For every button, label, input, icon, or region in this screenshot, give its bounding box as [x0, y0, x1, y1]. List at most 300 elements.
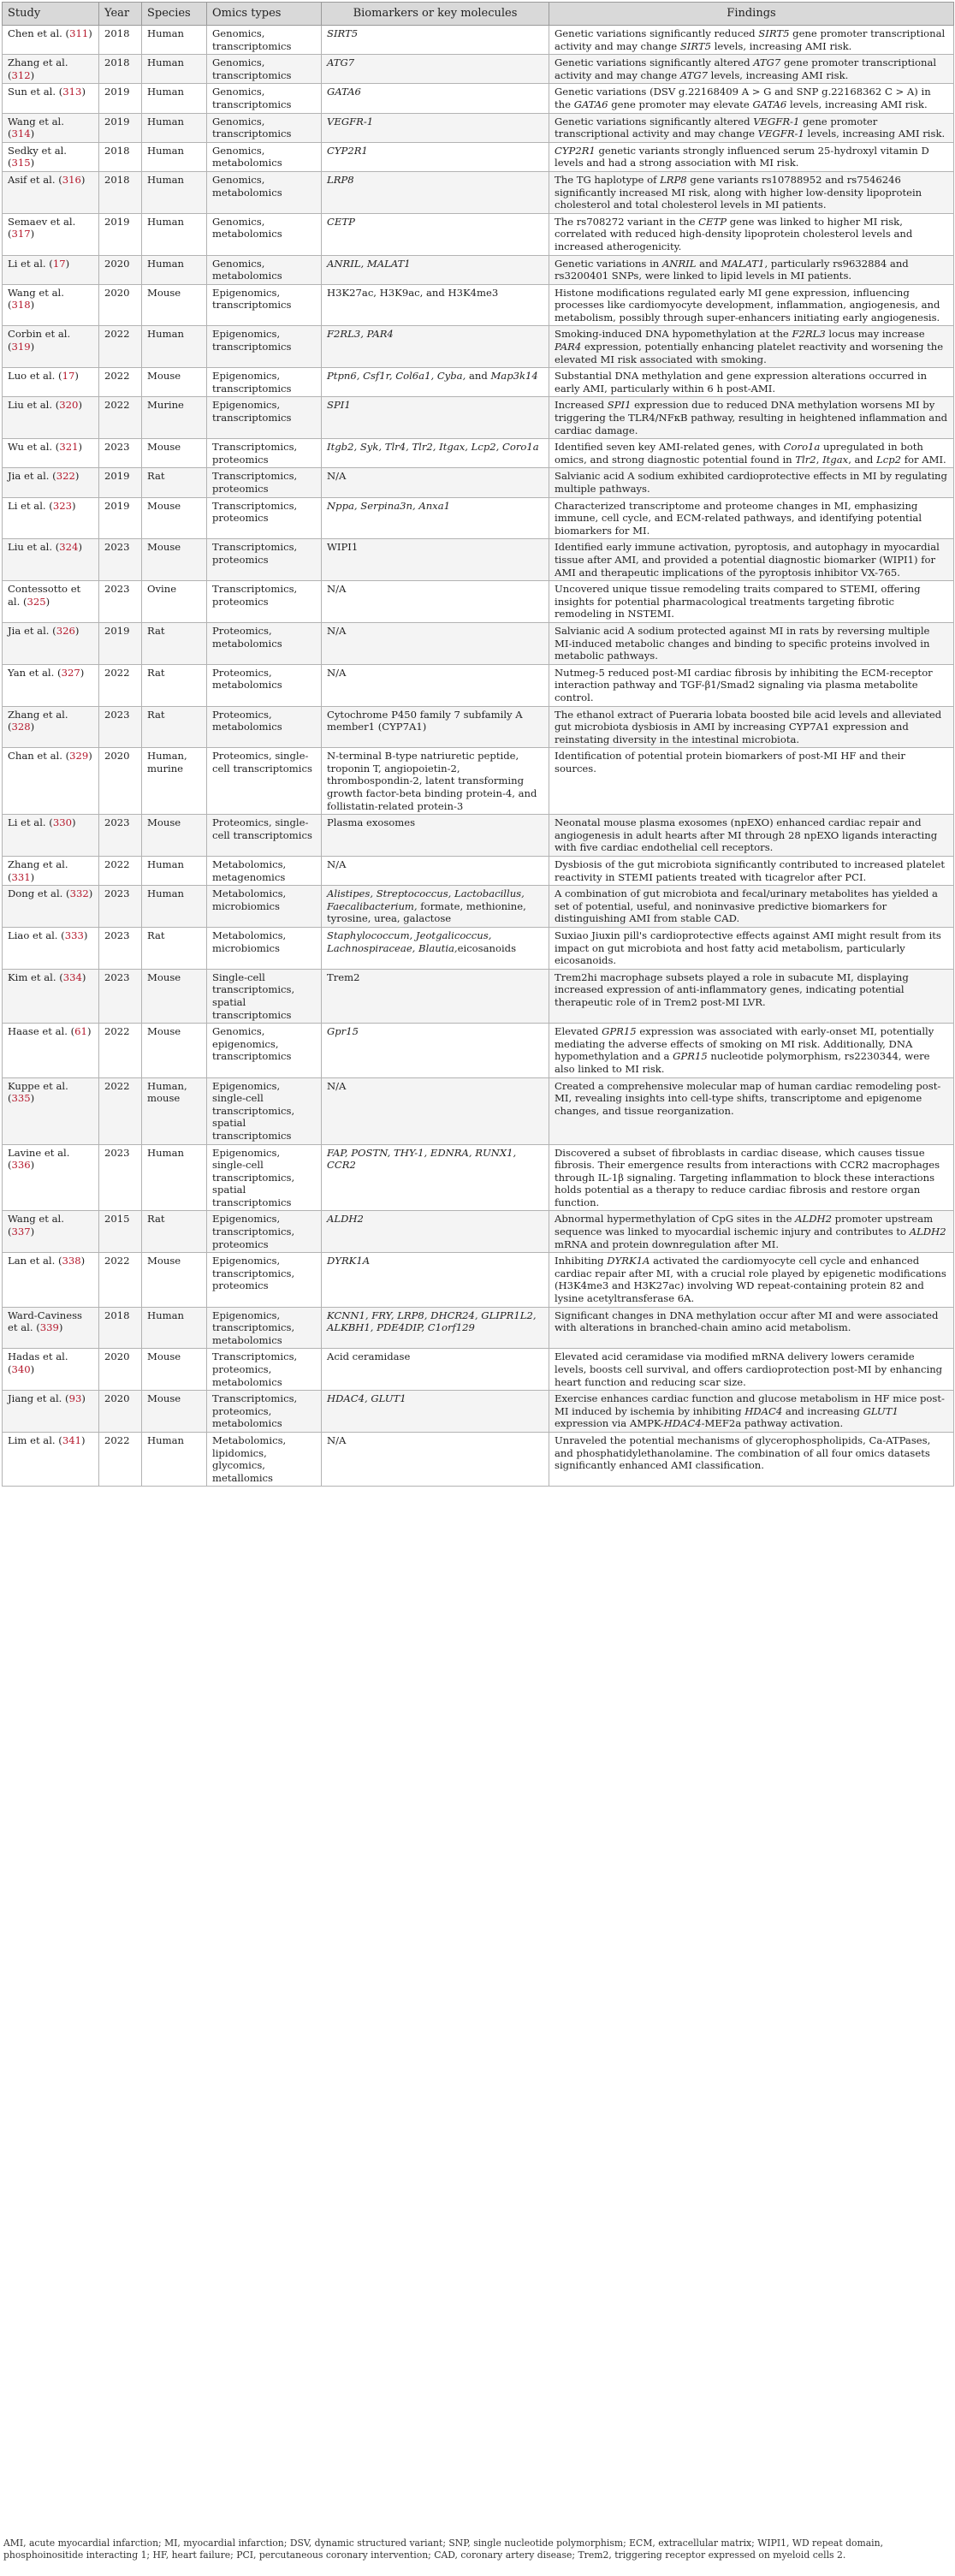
study-cell: Yan et al. (327): [3, 664, 99, 706]
study-author: Liu et al.: [8, 541, 53, 554]
omics-types-cell: Proteomics, single-cell transcriptomics: [207, 748, 322, 815]
year-cell: 2018: [99, 55, 142, 84]
table-header-row: [3, 3, 954, 26]
header-study: Study: [3, 3, 99, 26]
study-author: Li et al.: [8, 499, 46, 512]
species-cell: Rat: [142, 706, 207, 748]
reference-link[interactable]: 330: [52, 816, 72, 829]
year-cell: 2020: [99, 748, 142, 815]
header-year: Year: [99, 3, 142, 26]
biomarker-text: WIPI1: [327, 541, 359, 554]
year-cell: 2018: [99, 142, 142, 171]
omics-types-cell: Transcriptomics, proteomics: [207, 497, 322, 539]
year-cell: 2019: [99, 497, 142, 539]
table-row: [3, 1024, 954, 1077]
reference-link[interactable]: 338: [62, 1255, 81, 1267]
biomarkers-cell: [322, 171, 549, 213]
findings-cell: Uncovered unique tissue remodeling traits compared to STEMI, offering insights for potential pharmacological treatments targeting fibrotic remodeling in NSTEMI.: [549, 581, 954, 623]
omics-types-cell: Epigenomics, transcriptomics, proteomics: [207, 1253, 322, 1307]
table-row: [3, 397, 954, 439]
year-cell: 2019: [99, 468, 142, 497]
table-row: [3, 1253, 954, 1307]
omics-types-cell: Metabolomics, lipidomics, glycomics, metallomics: [207, 1432, 322, 1486]
omics-types-cell: Epigenomics, transcriptomics: [207, 284, 322, 326]
study-author: Luo et al.: [8, 370, 56, 383]
findings-cell: Elevated GPR15 expression was associated with early-onset MI, potentially mediating the adverse effects of smoking on MI risk. Additionally, DNA hypomethylation and a GPR15 nucleotide polymorphism, rs2230344, were also linked to MI risk.: [549, 1024, 954, 1077]
species-cell: Human, mouse: [142, 1077, 207, 1144]
findings-cell: A combination of gut microbiota and fecal/urinary metabolites has yielded a set of potential, useful, and noninvasive predictive biomarkers for distinguishing AMI from stable CAD.: [549, 886, 954, 928]
table-row: [3, 1211, 954, 1253]
year-cell: 2022: [99, 1077, 142, 1144]
study-author: Contessotto et al.: [8, 583, 81, 608]
findings-cell: Smoking-induced DNA hypomethylation at the F2RL3 locus may increase PAR4 expression, potentially enhancing platelet reactivity and worsening the elevated MI risk associated with smoking.: [549, 326, 954, 368]
species-cell: Human: [142, 26, 207, 55]
table-row: [3, 439, 954, 468]
reference-link[interactable]: 317: [11, 228, 31, 240]
biomarker-text: CYP2R1: [327, 144, 368, 157]
study-author: Jia et al.: [8, 624, 50, 637]
year-cell: 2023: [99, 706, 142, 748]
findings-cell: Nutmeg-5 reduced post-MI cardiac fibrosis by inhibiting the ECM-receptor interaction pathway and TGF-β1/Smad2 signaling via plasma metabolite control.: [549, 664, 954, 706]
study-author: Haase et al.: [8, 1025, 68, 1038]
table-row: [3, 857, 954, 886]
species-cell: Rat: [142, 664, 207, 706]
study-author: Zhang et al.: [8, 56, 68, 69]
biomarkers-cell: [322, 113, 549, 142]
omics-types-cell: Transcriptomics, proteomics: [207, 439, 322, 468]
reference-link[interactable]: 331: [11, 870, 31, 883]
species-cell: Human: [142, 326, 207, 368]
omics-types-cell: Metabolomics, metagenomics: [207, 857, 322, 886]
biomarkers-cell: [322, 1024, 549, 1077]
reference-link[interactable]: 93: [68, 1392, 82, 1405]
biomarker-text: Nppa, Serpina3n, Anxa1: [327, 499, 451, 512]
biomarkers-cell: [322, 84, 549, 113]
year-cell: 2019: [99, 84, 142, 113]
biomarker-text: H3K27ac, H3K9ac, and H3K4me3: [327, 286, 499, 299]
table-row: [3, 213, 954, 255]
findings-cell: Genetic variations significantly altered VEGFR-1 gene promoter transcriptional activity and may change VEGFR-1 levels, increasing AMI risk.: [549, 113, 954, 142]
study-author: Zhang et al.: [8, 708, 68, 721]
year-cell: 2018: [99, 171, 142, 213]
study-author: Sun et al.: [8, 86, 56, 98]
reference-link[interactable]: 320: [59, 399, 79, 412]
year-cell: 2020: [99, 1391, 142, 1433]
findings-cell: Histone modifications regulated early MI gene expression, influencing processes like cardiomyocyte development, inflammation, angiogenesis, and metabolism, possibly through super-enhancers initiating early angiogenesis.: [549, 284, 954, 326]
table-row: [3, 748, 954, 815]
biomarker-text: N/A: [327, 470, 347, 483]
reference-link[interactable]: 311: [69, 27, 89, 39]
species-cell: Human: [142, 255, 207, 284]
biomarker-text: Acid ceramidase: [327, 1350, 411, 1363]
biomarker-text: F2RL3, PAR4: [327, 328, 394, 341]
reference-link[interactable]: 341: [62, 1433, 81, 1446]
study-cell: Zhang et al. (331): [3, 857, 99, 886]
reference-link[interactable]: 324: [59, 541, 79, 554]
biomarker-text: formate, methionine, tyrosine, urea, galactose: [327, 899, 526, 925]
biomarker-text: N/A: [327, 624, 347, 637]
omics-types-cell: Proteomics, single-cell transcriptomics: [207, 815, 322, 857]
reference-link[interactable]: 326: [56, 624, 75, 637]
biomarkers-cell: [322, 1391, 549, 1433]
biomarker-text: GATA6: [327, 86, 361, 98]
biomarkers-cell: [322, 581, 549, 623]
study-cell: Luo et al. (17): [3, 368, 99, 397]
study-author: Jiang et al.: [8, 1392, 62, 1405]
table-row: [3, 1391, 954, 1433]
biomarkers-cell: [322, 497, 549, 539]
omics-types-cell: Single-cell transcriptomics, spatial transcriptomics: [207, 969, 322, 1023]
biomarker-text: SIRT5: [327, 27, 359, 39]
reference-link[interactable]: 314: [11, 128, 31, 140]
omics-studies-table: [2, 2, 954, 1487]
study-author: Wang et al.: [8, 115, 64, 128]
study-cell: Haase et al. (61): [3, 1024, 99, 1077]
species-cell: Mouse: [142, 497, 207, 539]
year-cell: 2022: [99, 368, 142, 397]
biomarker-text: Alistipes, Streptococcus, Lactobacillus, Faecalibacterium,: [327, 887, 525, 912]
study-cell: Sedky et al. (315): [3, 142, 99, 171]
study-cell: Kim et al. (334): [3, 969, 99, 1023]
species-cell: Human: [142, 1144, 207, 1211]
study-author: Wang et al.: [8, 1213, 64, 1226]
biomarkers-cell: [322, 622, 549, 664]
species-cell: Mouse: [142, 815, 207, 857]
biomarker-text: Gpr15: [327, 1025, 359, 1038]
biomarker-text: Ptpn6, Csf1r, Col6a1, Cyba,: [327, 370, 466, 383]
reference-link[interactable]: 316: [62, 173, 81, 186]
biomarker-text: N/A: [327, 1433, 347, 1446]
study-cell: Zhang et al. (328): [3, 706, 99, 748]
table-row: [3, 1349, 954, 1391]
table-row: [3, 326, 954, 368]
species-cell: Human: [142, 857, 207, 886]
reference-link[interactable]: 327: [61, 666, 80, 679]
study-cell: Li et al. (323): [3, 497, 99, 539]
year-cell: 2022: [99, 1253, 142, 1307]
biomarkers-cell: [322, 706, 549, 748]
species-cell: Human: [142, 1432, 207, 1486]
biomarker-text: Plasma exosomes: [327, 816, 416, 829]
reference-link[interactable]: 332: [69, 887, 89, 900]
biomarker-text: HDAC4, GLUT1: [327, 1392, 406, 1405]
species-cell: Human: [142, 113, 207, 142]
species-cell: Rat: [142, 622, 207, 664]
reference-link[interactable]: 322: [56, 470, 75, 483]
study-cell: Lan et al. (338): [3, 1253, 99, 1307]
reference-link[interactable]: 319: [11, 341, 31, 353]
study-cell: Wang et al. (337): [3, 1211, 99, 1253]
table-row: [3, 171, 954, 213]
species-cell: Rat: [142, 1211, 207, 1253]
biomarkers-cell: [322, 1349, 549, 1391]
omics-types-cell: Genomics, metabolomics: [207, 255, 322, 284]
biomarkers-cell: [322, 284, 549, 326]
table-footnote: AMI, acute myocardial infarction; MI, myocardial infarction; DSV, dynamic structured variant; SNP, single nucleotide polymorphism; ECM, extracellular matrix; WIPI1, WD repeat domain, phosphoinositide interacting 1; HF, heart failure; PCI, percutaneous coronary intervention; CAD, coronary artery disease; Trem2, triggering receptor expressed on myeloid cells 2.: [3, 2537, 884, 2561]
study-cell: Contessotto et al. (325): [3, 581, 99, 623]
omics-types-cell: Epigenomics, transcriptomics: [207, 368, 322, 397]
study-cell: Lim et al. (341): [3, 1432, 99, 1486]
study-author: Dong et al.: [8, 887, 63, 900]
reference-link[interactable]: 325: [27, 595, 46, 608]
year-cell: 2023: [99, 581, 142, 623]
study-author: Zhang et al.: [8, 858, 68, 871]
table-row: [3, 113, 954, 142]
omics-types-cell: Proteomics, metabolomics: [207, 664, 322, 706]
biomarker-text: ATG7: [327, 56, 355, 69]
omics-types-cell: Genomics, epigenomics, transcriptomics: [207, 1024, 322, 1077]
reference-link[interactable]: 328: [11, 721, 31, 733]
table-row: [3, 539, 954, 581]
biomarkers-cell: [322, 468, 549, 497]
species-cell: Murine: [142, 397, 207, 439]
findings-cell: The TG haplotype of LRP8 gene variants rs10788952 and rs7546246 significantly increased MI risk, along with higher low-density lipoprotein cholesterol and total cholesterol levels in MI patients.: [549, 171, 954, 213]
biomarker-text: Map3k14: [490, 370, 538, 383]
study-author: Asif et al.: [8, 173, 56, 186]
biomarkers-cell: [322, 255, 549, 284]
year-cell: 2023: [99, 928, 142, 970]
findings-cell: Trem2hi macrophage subsets played a role in subacute MI, displaying increased expression of anti-inflammatory genes, indicating potential therapeutic role of in Trem2 post-MI LVR.: [549, 969, 954, 1023]
omics-types-cell: Epigenomics, transcriptomics, metabolomics: [207, 1307, 322, 1349]
table-body: [3, 26, 954, 1487]
study-author: Li et al.: [8, 257, 46, 270]
table-row: [3, 497, 954, 539]
biomarker-text: Staphylococcum, Jeotgalicoccus, Lachnospiraceae, Blautia,: [327, 929, 492, 954]
year-cell: 2020: [99, 255, 142, 284]
omics-types-cell: Epigenomics, transcriptomics, proteomics: [207, 1211, 322, 1253]
species-cell: Mouse: [142, 1253, 207, 1307]
biomarker-text: VEGFR-1: [327, 115, 374, 128]
reference-link[interactable]: 312: [11, 68, 31, 81]
biomarkers-cell: [322, 815, 549, 857]
study-author: Liao et al.: [8, 929, 58, 941]
reference-link[interactable]: 334: [62, 970, 82, 983]
table-row: [3, 368, 954, 397]
findings-cell: Inhibiting DYRK1A activated the cardiomyocyte cell cycle and enhanced cardiac repair after MI, with a crucial role played by epigenetic modifications (H3K4me3 and H3K27ac) involving WD repeat-containing protein 82 and lysine acetyltransferase 6A.: [549, 1253, 954, 1307]
study-author: Li et al.: [8, 816, 46, 829]
year-cell: 2023: [99, 439, 142, 468]
biomarker-text: N-terminal B-type natriuretic peptide, troponin T, angiopoietin-2, thrombospondin-2, latent transforming growth factor-beta binding protein-4, and follistatin-related protein-3: [327, 750, 537, 812]
omics-types-cell: Transcriptomics, proteomics, metabolomics: [207, 1349, 322, 1391]
reference-link[interactable]: 313: [62, 86, 82, 98]
findings-cell: Discovered a subset of fibroblasts in cardiac disease, which causes tissue fibrosis. Their emergence results from interactions with CCR2 macrophages through IL-1β signaling. Targeting inflammation to block these interactions holds potential as a therapy to reduce cardiac fibrosis and restore organ function.: [549, 1144, 954, 1211]
year-cell: 2018: [99, 1307, 142, 1349]
biomarker-text: eicosanoids: [457, 941, 517, 954]
biomarker-text: ALDH2: [327, 1213, 364, 1226]
findings-cell: Unraveled the potential mechanisms of glycerophospholipids, Ca-ATPases, and phosphatidylethanolamine. The combination of all four omics datasets significantly enhanced AMI classification.: [549, 1432, 954, 1486]
findings-cell: Abnormal hypermethylation of CpG sites in the ALDH2 promoter upstream sequence was linked to myocardial ischemic injury and contributes to ALDH2 mRNA and protein downregulation after MI.: [549, 1211, 954, 1253]
biomarkers-cell: [322, 928, 549, 970]
findings-cell: The rs708272 variant in the CETP gene was linked to higher MI risk, correlated with reduced high-density lipoprotein cholesterol levels and increased atherogenicity.: [549, 213, 954, 255]
reference-link[interactable]: 335: [11, 1092, 31, 1105]
header-findings: Findings: [549, 3, 954, 26]
biomarkers-cell: [322, 664, 549, 706]
study-author: Chan et al.: [8, 750, 62, 763]
species-cell: Human: [142, 213, 207, 255]
study-author: Kim et al.: [8, 970, 56, 983]
biomarker-text: KCNN1, FRY, LRP8, DHCR24, GLIPR1L2, ALKBH1, PDE4DIP, C1orf129: [327, 1309, 537, 1334]
year-cell: 2022: [99, 1024, 142, 1077]
study-cell: Li et al. (17): [3, 255, 99, 284]
study-cell: Wang et al. (318): [3, 284, 99, 326]
biomarkers-cell: [322, 1432, 549, 1486]
reference-link[interactable]: 321: [59, 441, 79, 454]
findings-cell: Suxiao Jiuxin pill's cardioprotective effects against AMI might result from its impact on gut microbiota and host fatty acid metabolism, particularly eicosanoids.: [549, 928, 954, 970]
study-author: Yan et al.: [8, 666, 55, 679]
header-biomarkers: Biomarkers or key molecules: [322, 3, 549, 26]
reference-link[interactable]: 17: [52, 257, 66, 270]
biomarkers-cell: [322, 1253, 549, 1307]
table-row: [3, 1144, 954, 1211]
year-cell: 2019: [99, 622, 142, 664]
biomarker-text: N/A: [327, 666, 347, 679]
findings-cell: CYP2R1 genetic variants strongly influenced serum 25-hydroxyl vitamin D levels and had a strong association with MI risk.: [549, 142, 954, 171]
year-cell: 2022: [99, 1432, 142, 1486]
biomarkers-cell: [322, 1211, 549, 1253]
findings-cell: Genetic variations (DSV g.22168409 A > G and SNP g.22168362 C > A) in the GATA6 gene promoter may elevate GATA6 levels, increasing AMI risk.: [549, 84, 954, 113]
reference-link[interactable]: 336: [11, 1159, 31, 1172]
species-cell: Human: [142, 142, 207, 171]
biomarker-text: SPI1: [327, 399, 351, 412]
species-cell: Rat: [142, 928, 207, 970]
findings-cell: Increased SPI1 expression due to reduced DNA methylation worsens MI by triggering the TLR4/NFκB pathway, resulting in heightened inflammation and cardiac damage.: [549, 397, 954, 439]
reference-link[interactable]: 340: [11, 1363, 31, 1375]
study-author: Wang et al.: [8, 286, 64, 299]
omics-types-cell: Epigenomics, transcriptomics: [207, 326, 322, 368]
biomarker-text: N/A: [327, 1079, 347, 1092]
study-author: Wu et al.: [8, 441, 53, 454]
study-author: Ward-Caviness et al.: [8, 1309, 82, 1334]
findings-cell: Identified early immune activation, pyroptosis, and autophagy in myocardial tissue after AMI, and provided a potential diagnostic biomarker (WIPI1) for AMI and therapeutic implications of the pyroptosis inhibitor VX-765.: [549, 539, 954, 581]
reference-link[interactable]: 329: [69, 750, 89, 763]
year-cell: 2015: [99, 1211, 142, 1253]
findings-cell: Identification of potential protein biomarkers of post-MI HF and their sources.: [549, 748, 954, 815]
reference-link[interactable]: 333: [64, 929, 84, 941]
reference-link[interactable]: 315: [11, 157, 31, 169]
table-row: [3, 815, 954, 857]
findings-cell: Created a comprehensive molecular map of human cardiac remodeling post-MI, revealing insights into cell-type shifts, transcriptome and epigenome changes, and tissue reorganization.: [549, 1077, 954, 1144]
study-cell: Asif et al. (316): [3, 171, 99, 213]
biomarker-text: Trem2: [327, 970, 360, 983]
reference-link[interactable]: 17: [62, 370, 75, 383]
year-cell: 2023: [99, 815, 142, 857]
study-cell: Wu et al. (321): [3, 439, 99, 468]
study-cell: Liu et al. (324): [3, 539, 99, 581]
study-author: Sedky et al.: [8, 144, 67, 157]
table-row: [3, 886, 954, 928]
findings-cell: Salvianic acid A sodium protected against MI in rats by reversing multiple MI-induced metabolic changes and binding to specific proteins involved in metabolic pathways.: [549, 622, 954, 664]
table-row: [3, 706, 954, 748]
study-author: Corbin et al.: [8, 328, 71, 341]
study-cell: Sun et al. (313): [3, 84, 99, 113]
findings-cell: Exercise enhances cardiac function and glucose metabolism in HF mice post-MI induced by ischemia by inhibiting HDAC4 and increasing GLUT1 expression via AMPK-HDAC4-MEF2a pathway activation.: [549, 1391, 954, 1433]
year-cell: 2018: [99, 26, 142, 55]
header-omics-types: Omics types: [207, 3, 322, 26]
study-cell: Chan et al. (329): [3, 748, 99, 815]
study-cell: Li et al. (330): [3, 815, 99, 857]
omics-types-cell: Genomics, metabolomics: [207, 171, 322, 213]
study-cell: Semaev et al. (317): [3, 213, 99, 255]
year-cell: 2023: [99, 969, 142, 1023]
omics-types-cell: Transcriptomics, proteomics: [207, 539, 322, 581]
species-cell: Mouse: [142, 1391, 207, 1433]
reference-link[interactable]: 318: [11, 299, 31, 312]
omics-types-cell: Epigenomics, single-cell transcriptomics, spatial transcriptomics: [207, 1077, 322, 1144]
year-cell: 2022: [99, 326, 142, 368]
omics-types-cell: Transcriptomics, proteomics, metabolomics: [207, 1391, 322, 1433]
table-row: [3, 55, 954, 84]
biomarkers-cell: [322, 857, 549, 886]
year-cell: 2023: [99, 886, 142, 928]
biomarker-text: N/A: [327, 583, 347, 596]
biomarkers-cell: [322, 1307, 549, 1349]
year-cell: 2023: [99, 539, 142, 581]
findings-cell: Characterized transcriptome and proteome changes in MI, emphasizing immune, cell cycle, and ECM-related pathways, and identifying potential biomarkers for MI.: [549, 497, 954, 539]
omics-types-cell: Proteomics, metabolomics: [207, 706, 322, 748]
study-cell: Liu et al. (320): [3, 397, 99, 439]
findings-cell: Identified seven key AMI-related genes, with Coro1a upregulated in both omics, and strong diagnostic potential found in Tlr2, Itgax, and Lcp2 for AMI.: [549, 439, 954, 468]
species-cell: Mouse: [142, 284, 207, 326]
study-author: Liu et al.: [8, 399, 53, 412]
table-row: [3, 1307, 954, 1349]
biomarker-text: and: [466, 370, 491, 383]
findings-cell: Neonatal mouse plasma exosomes (npEXO) enhanced cardiac repair and angiogenesis in adult hearts after MI through 28 npEXO ligands interacting with five cardiac endothelial cell receptors.: [549, 815, 954, 857]
study-cell: Zhang et al. (312): [3, 55, 99, 84]
table-row: [3, 26, 954, 55]
study-author: Lim et al.: [8, 1433, 56, 1446]
biomarkers-cell: [322, 142, 549, 171]
biomarkers-cell: [322, 55, 549, 84]
omics-types-cell: Genomics, metabolomics: [207, 213, 322, 255]
biomarkers-cell: [322, 439, 549, 468]
year-cell: 2022: [99, 397, 142, 439]
year-cell: 2022: [99, 664, 142, 706]
species-cell: Human: [142, 55, 207, 84]
year-cell: 2020: [99, 284, 142, 326]
reference-link[interactable]: 323: [52, 499, 72, 512]
omics-types-cell: Transcriptomics, proteomics: [207, 581, 322, 623]
biomarker-text: N/A: [327, 858, 347, 871]
findings-cell: Genetic variations significantly reduced SIRT5 gene promoter transcriptional activity and may change SIRT5 levels, increasing AMI risk.: [549, 26, 954, 55]
omics-types-cell: Metabolomics, microbiomics: [207, 928, 322, 970]
findings-cell: Elevated acid ceramidase via modified mRNA delivery lowers ceramide levels, boosts cell survival, and offers cardioprotection post-MI by enhancing heart function and reducing scar size.: [549, 1349, 954, 1391]
year-cell: 2020: [99, 1349, 142, 1391]
species-cell: Mouse: [142, 439, 207, 468]
study-cell: Jia et al. (322): [3, 468, 99, 497]
study-cell: Hadas et al. (340): [3, 1349, 99, 1391]
study-cell: Jia et al. (326): [3, 622, 99, 664]
reference-link[interactable]: 61: [74, 1025, 87, 1038]
reference-link[interactable]: 339: [39, 1321, 59, 1334]
species-cell: Mouse: [142, 368, 207, 397]
study-cell: Corbin et al. (319): [3, 326, 99, 368]
species-cell: Rat: [142, 468, 207, 497]
biomarkers-cell: [322, 397, 549, 439]
study-cell: Dong et al. (332): [3, 886, 99, 928]
findings-cell: Salvianic acid A sodium exhibited cardioprotective effects in MI by regulating multiple pathways.: [549, 468, 954, 497]
biomarker-text: LRP8: [327, 173, 354, 186]
biomarker-text: FAP, POSTN, THY-1, EDNRA, RUNX1, CCR2: [327, 1146, 517, 1172]
study-author: Chen et al.: [8, 27, 62, 39]
table-row: [3, 581, 954, 623]
reference-link[interactable]: 337: [11, 1226, 31, 1238]
species-cell: Mouse: [142, 1349, 207, 1391]
study-cell: Liao et al. (333): [3, 928, 99, 970]
study-cell: Ward-Caviness et al. (339): [3, 1307, 99, 1349]
omics-types-cell: Genomics, transcriptomics: [207, 26, 322, 55]
findings-cell: Dysbiosis of the gut microbiota significantly contributed to increased platelet reactivity in STEMI patients treated with ticagrelor after PCI.: [549, 857, 954, 886]
biomarkers-cell: [322, 368, 549, 397]
